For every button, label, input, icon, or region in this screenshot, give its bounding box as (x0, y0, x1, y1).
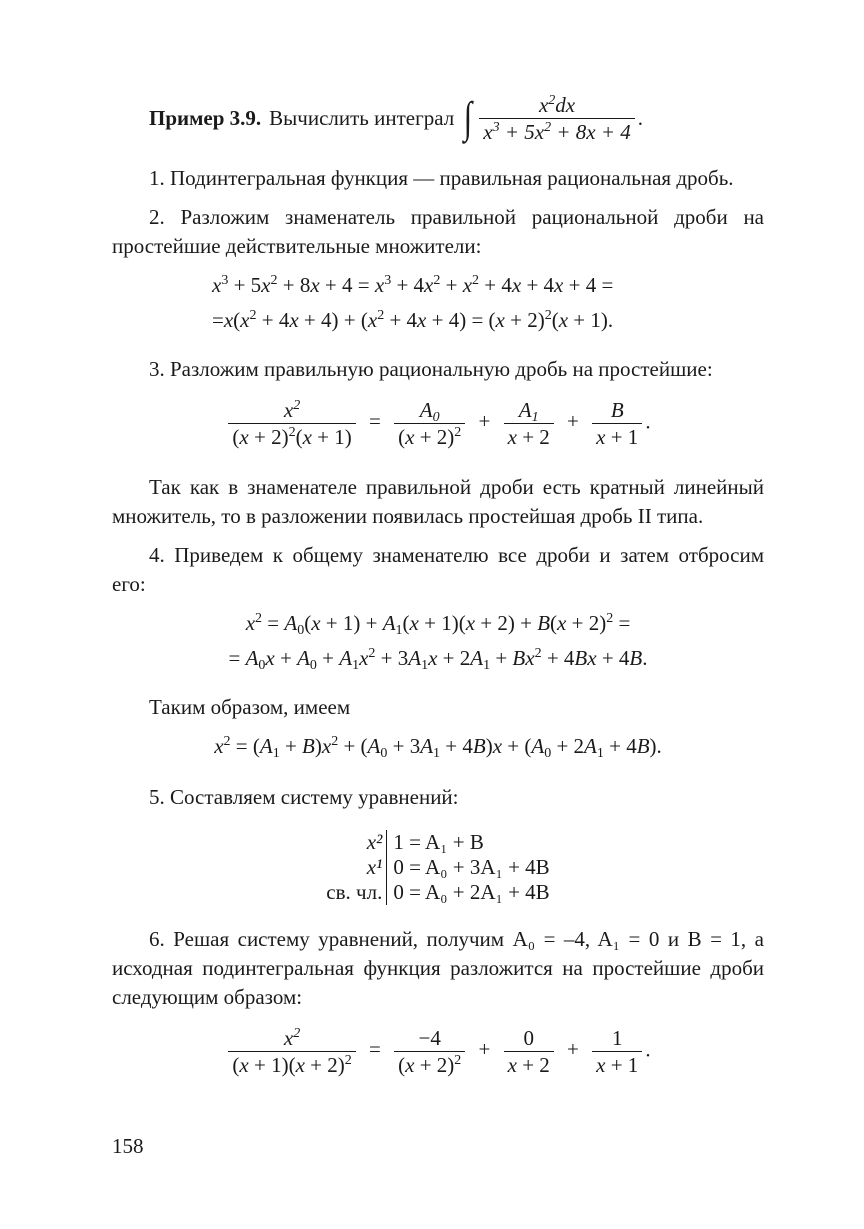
system-label: x¹ (366, 855, 383, 879)
system-equation: 0 = A₀ + 3A₁ + 4B (393, 855, 550, 879)
step-3: 3. Разложим правильную рациональную дробь на простейшие: (149, 357, 713, 381)
page-content (112, 80, 764, 1077)
equation-system (112, 830, 764, 905)
example-label: Пример 3.9. (149, 105, 262, 130)
system-equation: 1 = A₁ + B (393, 830, 484, 854)
partial-fraction-form: $\frac{x^2}{(x + 2)^2(x + 1)}$ = $\frac{A_0}{(x + 2)^2}$ + $\frac{A_1}{x + 2}$ + $\frac{B}{x + 1}$ . (112, 398, 764, 449)
collected-equation: $x^2 = (A_1 + B)x^2 + (A_0 + 3A_1 + 4B)x + (A_0 + 2A_1 + 4B)$. (214, 734, 662, 761)
integrand-fraction: $\frac{x^2dx}{x^3 + 5x^2 + 8x + 4}$ (479, 93, 635, 144)
step-5: 5. Составляем систему уравнений: (149, 785, 459, 809)
denominator-factorization: $x^3 + 5x^2 + 8x + 4 = x^3 + 4x^2 + x^2 + 4x + 4x + 4$ = $=x(x^2 + 4x + 4) + (x^2 + 4x + 4) = (x + 2)^2(x + 1)$. (212, 273, 614, 332)
system-labels (326, 830, 387, 905)
example-text: Вычислить интеграл (269, 105, 455, 130)
note-paragraph: Так как в знаменателе правильной дроби есть кратный линейный множитель, то в разложении появилась простейшая дробь II типа. (112, 475, 764, 528)
step-4: 4. Приведем к общему знаменателю все дроби и затем отбросим его: (112, 543, 764, 596)
system-label: св. чл. (326, 880, 383, 904)
page-number: 158 (112, 1134, 144, 1158)
system-label: x² (366, 830, 383, 854)
step-6: 6. Решая систему уравнений, получим A₀ = –4, A₁ = 0 и B = 1, а исходная подинтегральная функция разложится на простейшие дроби следующим образом: (112, 927, 764, 1009)
thus-line: Таким образом, имеем (149, 695, 351, 719)
common-denominator-equation: $x^2 = A_0(x + 1) + A_1(x + 1)(x + 2) + B(x + 2)^2$ = = $A_0x + A_0 + A_1x^2 + 3A_1x + 2A_1 + Bx^2 + 4Bx + 4B$. (228, 611, 648, 673)
step-1: 1. Подинтегральная функция — правильная рациональная дробь. (149, 166, 734, 190)
system-equations (387, 830, 549, 905)
step-2: 2. Разложим знаменатель правильной рациональной дроби на простейшие действительные множители: (112, 205, 764, 258)
integral-sign: ∫ (464, 93, 473, 142)
example-heading: Пример 3.9. Вычислить интеграл ∫ $\frac{x^2dx}{x^3 + 5x^2 + 8x + 4}$ . (149, 92, 644, 144)
system-equation: 0 = A₀ + 2A₁ + 4B (393, 880, 550, 904)
final-decomposition: $\frac{x^2}{(x + 1)(x + 2)^2}$ = $\frac{-4}{(x + 2)^2}$ + $\frac{0}{x + 2}$ + $\frac{1}{x + 1}$ . (112, 1026, 764, 1077)
